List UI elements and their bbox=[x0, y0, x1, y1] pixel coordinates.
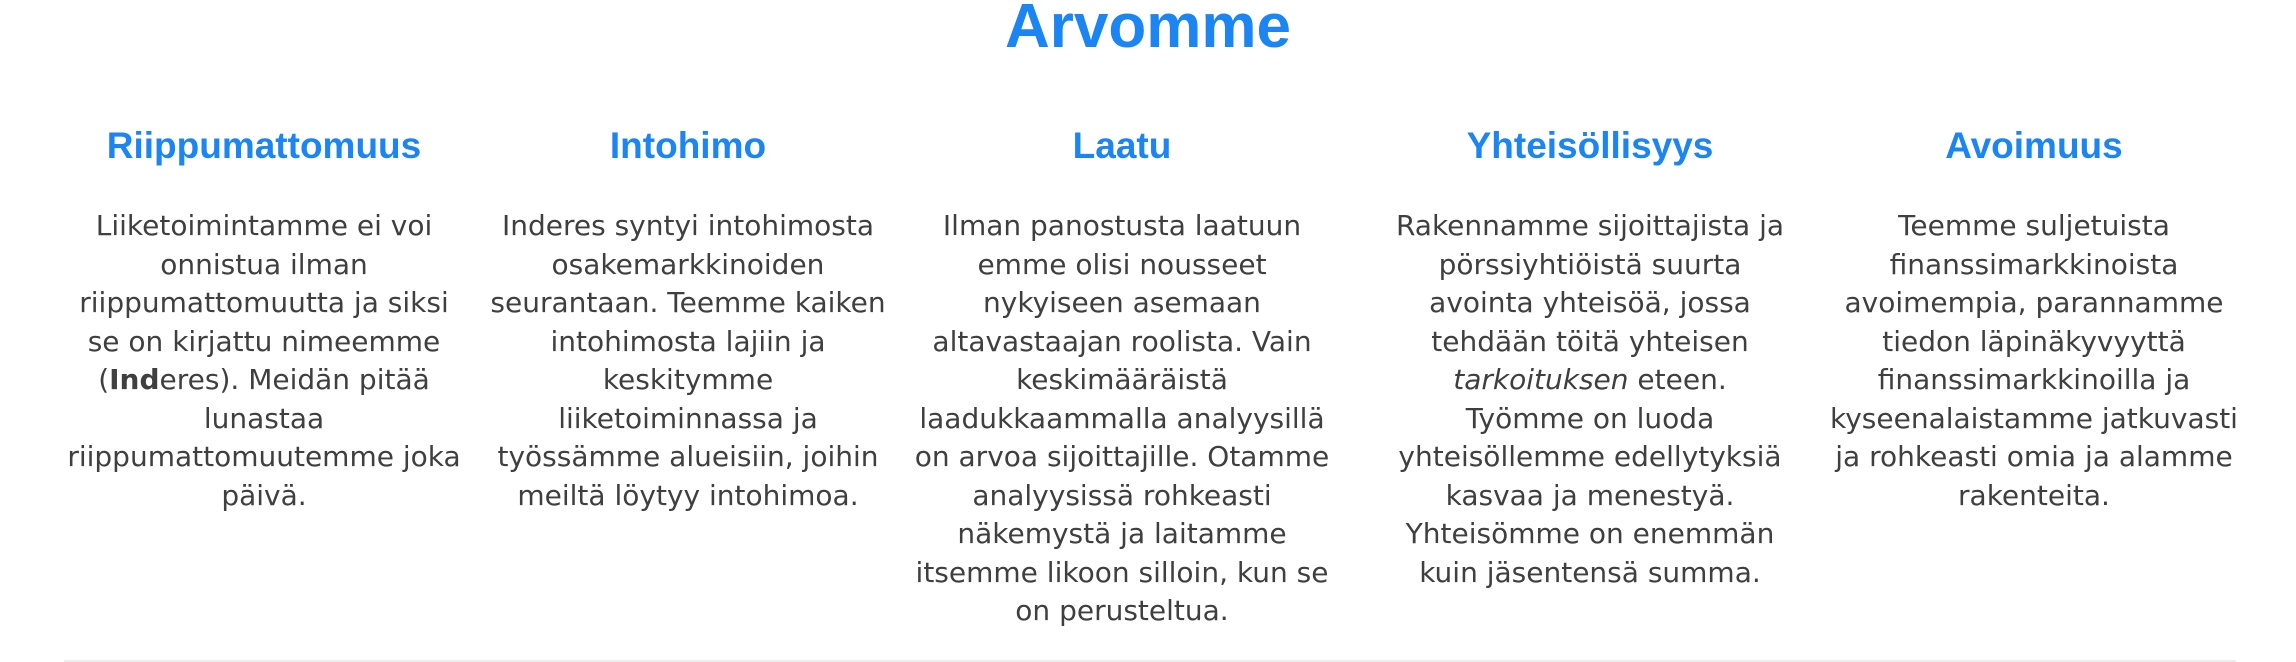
value-text-bold: Ind bbox=[109, 363, 160, 396]
value-description bbox=[64, 207, 464, 515]
value-text-italic: tarkoituksen bbox=[1453, 363, 1629, 396]
value-text: eteen. Työmme on luoda yhteisöllemme edellytyksiä kasvaa ja menestyä. Yhteisömme on enemmän kuin jäsentensä summa. bbox=[1398, 363, 1782, 589]
value-title: Yhteisöllisyys bbox=[1466, 125, 1714, 166]
value-description: Teemme suljetuista finanssimarkkinoista avoimempia, parannamme tiedon läpinäkyvyyttä finanssimarkkinoilla ja kyseenalaistamme jatkuvasti ja rohkeasti omia ja alamme rakenteita. bbox=[1830, 209, 2238, 512]
value-title: Laatu bbox=[1072, 125, 1172, 166]
value-text: Rakennamme sijoittajista ja pörssiyhtiöistä suurta avointa yhteisöä, jossa tehdään töitä yhteisen bbox=[1395, 209, 1785, 358]
value-title: Intohimo bbox=[609, 125, 767, 166]
value-text: eres). Meidän pitää lunastaa riippumattomuutemme joka päivä. bbox=[67, 363, 461, 512]
page-title: Arvomme bbox=[1005, 0, 1291, 61]
value-text: Liiketoimintamme ei voi onnistua ilman riippumattomuutta ja siksi se on kirjattu nimeemme ( bbox=[79, 209, 449, 396]
value-column-yhteisollisyys bbox=[1390, 118, 1790, 592]
value-column-intohimo bbox=[488, 118, 888, 515]
value-title: Avoimuus bbox=[1945, 125, 2123, 166]
value-column-riippumattomuus bbox=[64, 118, 464, 515]
value-column-avoimuus bbox=[1824, 118, 2244, 515]
value-description: Ilman panostusta laatuun emme olisi nousseet nykyiseen asemaan altavastaajan roolista. Vain keskimääräistä laadukkaammalla analyysillä on arvoa sijoittajille. Otamme analyysissä rohkeasti näkemystä ja laitamme itsemme likoon silloin, kun se on perusteltua. bbox=[914, 209, 1330, 627]
value-title: Riippumattomuus bbox=[106, 125, 422, 166]
value-description bbox=[1390, 207, 1790, 592]
value-description: Inderes syntyi intohimosta osakemarkkinoiden seurantaan. Teemme kaiken intohimosta lajiin ja keskitymme liiketoiminnassa ja työssämme alueisiin, joihin meiltä löytyy intohimoa. bbox=[490, 209, 886, 512]
value-column-laatu bbox=[912, 118, 1332, 631]
